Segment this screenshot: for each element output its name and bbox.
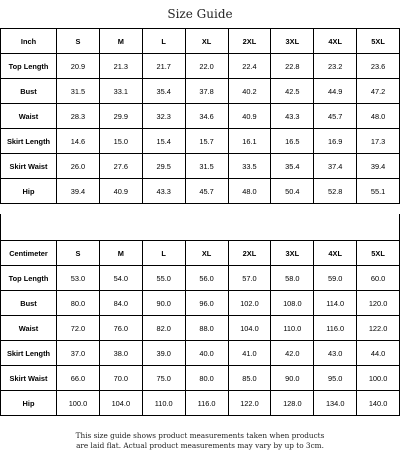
header-row — [1, 241, 400, 266]
measurement-value: 26.0 — [57, 154, 100, 179]
measurement-value: 15.4 — [142, 129, 185, 154]
measurement-label: Waist — [1, 316, 57, 341]
measurement-value: 100.0 — [57, 391, 100, 416]
measurement-value: 31.5 — [57, 79, 100, 104]
measurement-value: 60.0 — [357, 266, 400, 291]
measurement-value: 55.0 — [142, 266, 185, 291]
header-row — [1, 29, 400, 54]
measurement-value: 70.0 — [99, 366, 142, 391]
measurement-value: 29.9 — [99, 104, 142, 129]
measurement-value: 15.7 — [185, 129, 228, 154]
measurement-value: 116.0 — [185, 391, 228, 416]
measurement-value: 22.4 — [228, 54, 271, 79]
measurement-value: 40.0 — [185, 341, 228, 366]
measurement-value: 80.0 — [185, 366, 228, 391]
measurement-value: 104.0 — [99, 391, 142, 416]
size-header: M — [99, 241, 142, 266]
measurement-value: 27.6 — [99, 154, 142, 179]
size-header: 2XL — [228, 241, 271, 266]
size-header: 5XL — [357, 241, 400, 266]
table-row — [1, 316, 400, 341]
measurement-value: 37.8 — [185, 79, 228, 104]
size-header: L — [142, 29, 185, 54]
size-header: M — [99, 29, 142, 54]
inch-size-table — [0, 28, 400, 204]
size-header: XL — [185, 241, 228, 266]
measurement-label: Hip — [1, 179, 57, 204]
measurement-value: 41.0 — [228, 341, 271, 366]
measurement-value: 108.0 — [271, 291, 314, 316]
measurement-value: 100.0 — [357, 366, 400, 391]
measurement-value: 80.0 — [57, 291, 100, 316]
measurement-value: 140.0 — [357, 391, 400, 416]
measurement-value: 53.0 — [57, 266, 100, 291]
measurement-value: 52.8 — [314, 179, 357, 204]
measurement-value: 14.6 — [57, 129, 100, 154]
measurement-value: 84.0 — [99, 291, 142, 316]
measurement-value: 39.4 — [57, 179, 100, 204]
table-row — [1, 104, 400, 129]
measurement-value: 40.9 — [99, 179, 142, 204]
measurement-value: 35.4 — [142, 79, 185, 104]
measurement-value: 21.7 — [142, 54, 185, 79]
measurement-value: 29.5 — [142, 154, 185, 179]
measurement-value: 88.0 — [185, 316, 228, 341]
table-spacer — [0, 214, 400, 240]
measurement-value: 22.0 — [185, 54, 228, 79]
table-row — [1, 391, 400, 416]
table-row — [1, 129, 400, 154]
size-header: 2XL — [228, 29, 271, 54]
measurement-label: Waist — [1, 104, 57, 129]
measurement-value: 40.2 — [228, 79, 271, 104]
measurement-value: 33.5 — [228, 154, 271, 179]
footnote-line-1: This size guide shows product measurements taken when products — [75, 431, 325, 440]
measurement-value: 66.0 — [57, 366, 100, 391]
measurement-value: 82.0 — [142, 316, 185, 341]
size-header: 4XL — [314, 29, 357, 54]
measurement-value: 28.3 — [57, 104, 100, 129]
measurement-value: 45.7 — [185, 179, 228, 204]
measurement-value: 16.9 — [314, 129, 357, 154]
measurement-value: 15.0 — [99, 129, 142, 154]
measurement-value: 57.0 — [228, 266, 271, 291]
measurement-value: 120.0 — [357, 291, 400, 316]
size-header: XL — [185, 29, 228, 54]
measurement-value: 55.1 — [357, 179, 400, 204]
measurement-value: 95.0 — [314, 366, 357, 391]
measurement-value: 85.0 — [228, 366, 271, 391]
measurement-label: Skirt Length — [1, 341, 57, 366]
size-header: 3XL — [271, 29, 314, 54]
measurement-value: 122.0 — [228, 391, 271, 416]
measurement-value: 42.0 — [271, 341, 314, 366]
measurement-value: 128.0 — [271, 391, 314, 416]
table-row — [1, 54, 400, 79]
footnote-line-2: are laid flat. Actual product measurements may vary by up to 3cm. — [76, 441, 324, 450]
measurement-label: Skirt Waist — [1, 366, 57, 391]
measurement-label: Bust — [1, 291, 57, 316]
measurement-value: 116.0 — [314, 316, 357, 341]
table-row — [1, 79, 400, 104]
measurement-value: 104.0 — [228, 316, 271, 341]
measurement-value: 50.4 — [271, 179, 314, 204]
table-row — [1, 179, 400, 204]
measurement-value: 76.0 — [99, 316, 142, 341]
measurement-value: 110.0 — [271, 316, 314, 341]
measurement-value: 72.0 — [57, 316, 100, 341]
table-row — [1, 154, 400, 179]
measurement-value: 21.3 — [99, 54, 142, 79]
size-header: S — [57, 241, 100, 266]
measurement-label: Hip — [1, 391, 57, 416]
measurement-value: 134.0 — [314, 391, 357, 416]
size-header: 4XL — [314, 241, 357, 266]
measurement-value: 32.3 — [142, 104, 185, 129]
measurement-value: 122.0 — [357, 316, 400, 341]
centimeter-size-table — [0, 240, 400, 416]
unit-label: Centimeter — [1, 241, 57, 266]
size-header: S — [57, 29, 100, 54]
measurement-value: 102.0 — [228, 291, 271, 316]
measurement-value: 34.6 — [185, 104, 228, 129]
table-row — [1, 366, 400, 391]
measurement-value: 31.5 — [185, 154, 228, 179]
measurement-value: 75.0 — [142, 366, 185, 391]
measurement-value: 17.3 — [357, 129, 400, 154]
measurement-value: 54.0 — [99, 266, 142, 291]
measurement-value: 47.2 — [357, 79, 400, 104]
measurement-label: Bust — [1, 79, 57, 104]
measurement-value: 39.0 — [142, 341, 185, 366]
measurement-value: 40.9 — [228, 104, 271, 129]
measurement-value: 58.0 — [271, 266, 314, 291]
table-row — [1, 291, 400, 316]
measurement-value: 33.1 — [99, 79, 142, 104]
unit-label: Inch — [1, 29, 57, 54]
size-header: L — [142, 241, 185, 266]
measurement-value: 22.8 — [271, 54, 314, 79]
measurement-footnote — [0, 428, 400, 454]
measurement-value: 43.0 — [314, 341, 357, 366]
measurement-value: 110.0 — [142, 391, 185, 416]
measurement-value: 43.3 — [271, 104, 314, 129]
measurement-value: 44.0 — [357, 341, 400, 366]
measurement-value: 37.4 — [314, 154, 357, 179]
page-title: Size Guide — [167, 7, 233, 21]
measurement-value: 38.0 — [99, 341, 142, 366]
measurement-value: 16.1 — [228, 129, 271, 154]
size-header: 5XL — [357, 29, 400, 54]
table-row — [1, 341, 400, 366]
measurement-value: 56.0 — [185, 266, 228, 291]
measurement-value: 59.0 — [314, 266, 357, 291]
measurement-value: 20.9 — [57, 54, 100, 79]
table-row — [1, 266, 400, 291]
measurement-value: 48.0 — [228, 179, 271, 204]
measurement-label: Skirt Length — [1, 129, 57, 154]
measurement-value: 44.9 — [314, 79, 357, 104]
measurement-value: 35.4 — [271, 154, 314, 179]
measurement-value: 43.3 — [142, 179, 185, 204]
measurement-value: 42.5 — [271, 79, 314, 104]
measurement-value: 96.0 — [185, 291, 228, 316]
measurement-label: Top Length — [1, 266, 57, 291]
measurement-value: 90.0 — [271, 366, 314, 391]
measurement-label: Top Length — [1, 54, 57, 79]
measurement-label: Skirt Waist — [1, 154, 57, 179]
measurement-value: 90.0 — [142, 291, 185, 316]
measurement-value: 37.0 — [57, 341, 100, 366]
measurement-value: 23.6 — [357, 54, 400, 79]
measurement-value: 23.2 — [314, 54, 357, 79]
measurement-value: 16.5 — [271, 129, 314, 154]
size-header: 3XL — [271, 241, 314, 266]
measurement-value: 48.0 — [357, 104, 400, 129]
measurement-value: 39.4 — [357, 154, 400, 179]
measurement-value: 45.7 — [314, 104, 357, 129]
measurement-value: 114.0 — [314, 291, 357, 316]
